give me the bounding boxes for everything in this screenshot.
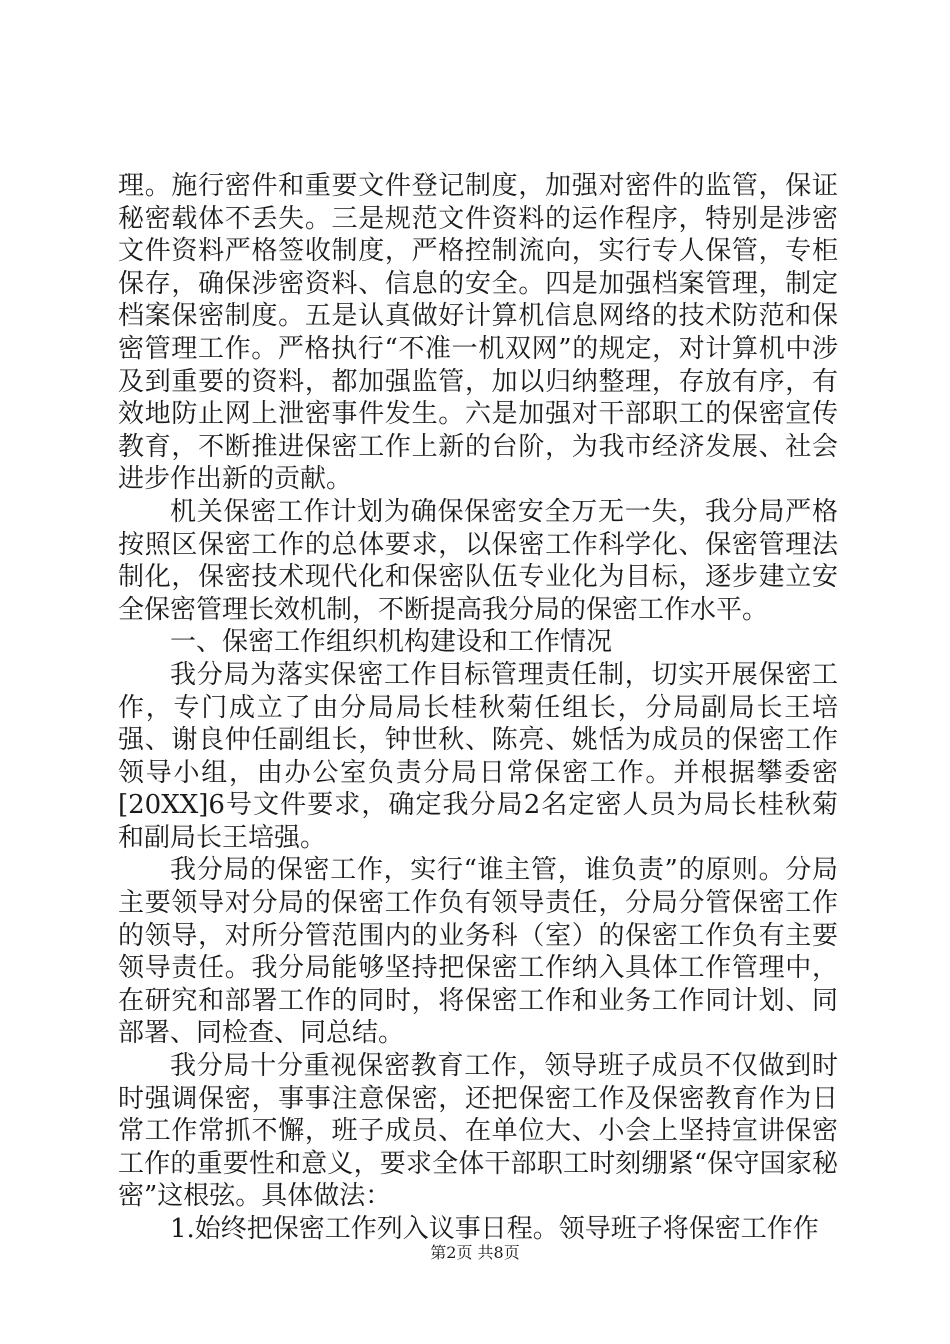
document-body: [118, 170, 838, 1246]
section-heading: 一、保密工作组织机构建设和工作情况: [170, 627, 613, 658]
page-footer: 第2页 共8页: [430, 1243, 520, 1262]
paragraph-responsibility: 我分局的保密工作，实行“谁主管，谁负责”的原则。分局主要领导对分局的保密工作负有领导责任，分局分管保密工作的领导，对所分管范围内的业务科（室）的保密工作负有主要领导责任。我分局能够坚持把保密工作纳入具体工作管理中，在研究和部署工作的同时，将保密工作和业务工作同计划、同部署、同检查、同总结。: [118, 855, 838, 1049]
paragraph-item-1: 1.始终把保密工作列入议事日程。领导班子将保密工作作: [170, 1214, 819, 1244]
paragraph-organization: 我分局为落实保密工作目标管理责任制，切实开展保密工作，专门成立了由分局局长桂秋菊任组长，分局副局长王培强、谢良仲任副组长，钟世秋、陈亮、姚恬为成员的保密工作领导小组，由办公室负责分局日常保密工作。并根据攀委密[20XX]6号文件要求，确定我分局2名定密人员为局长桂秋菊和副局长王培强。: [118, 659, 838, 853]
paragraph-plan-intro: 机关保密工作计划为确保保密安全万无一失，我分局严格按照区保密工作的总体要求，以保密工作科学化、保密管理法制化，保密技术现代化和保密队伍专业化为目标，逐步建立安全保密管理长效机制，不断提高我分局的保密工作水平。: [118, 496, 838, 625]
paragraph-continuation: 理。施行密件和重要文件登记制度，加强对密件的监管，保证秘密载体不丢失。三是规范文件资料的运作程序，特别是涉密文件资料严格签收制度，严格控制流向，实行专人保管，专柜保存，确保涉密资料、信息的安全。四是加强档案管理，制定档案保密制度。五是认真做好计算机信息网络的技术防范和保密管理工作。严格执行“不准一机双网”的规定，对计算机中涉及到重要的资料，都加强监管，加以归纳整理，存放有序，有效地防止网上泄密事件发生。六是加强对干部职工的保密宣传教育，不断推进保密工作上新的台阶，为我市经济发展、社会进步作出新的贡献。: [118, 171, 838, 495]
paragraph-education: 我分局十分重视保密教育工作，领导班子成员不仅做到时时强调保密，事事注意保密，还把保密工作及保密教育作为日常工作常抓不懈，班子成员、在单位大、小会上坚持宣讲保密工作的重要性和意义，要求全体干部职工时刻绷紧“保守国家秘密”这根弦。具体做法：: [118, 1051, 838, 1212]
